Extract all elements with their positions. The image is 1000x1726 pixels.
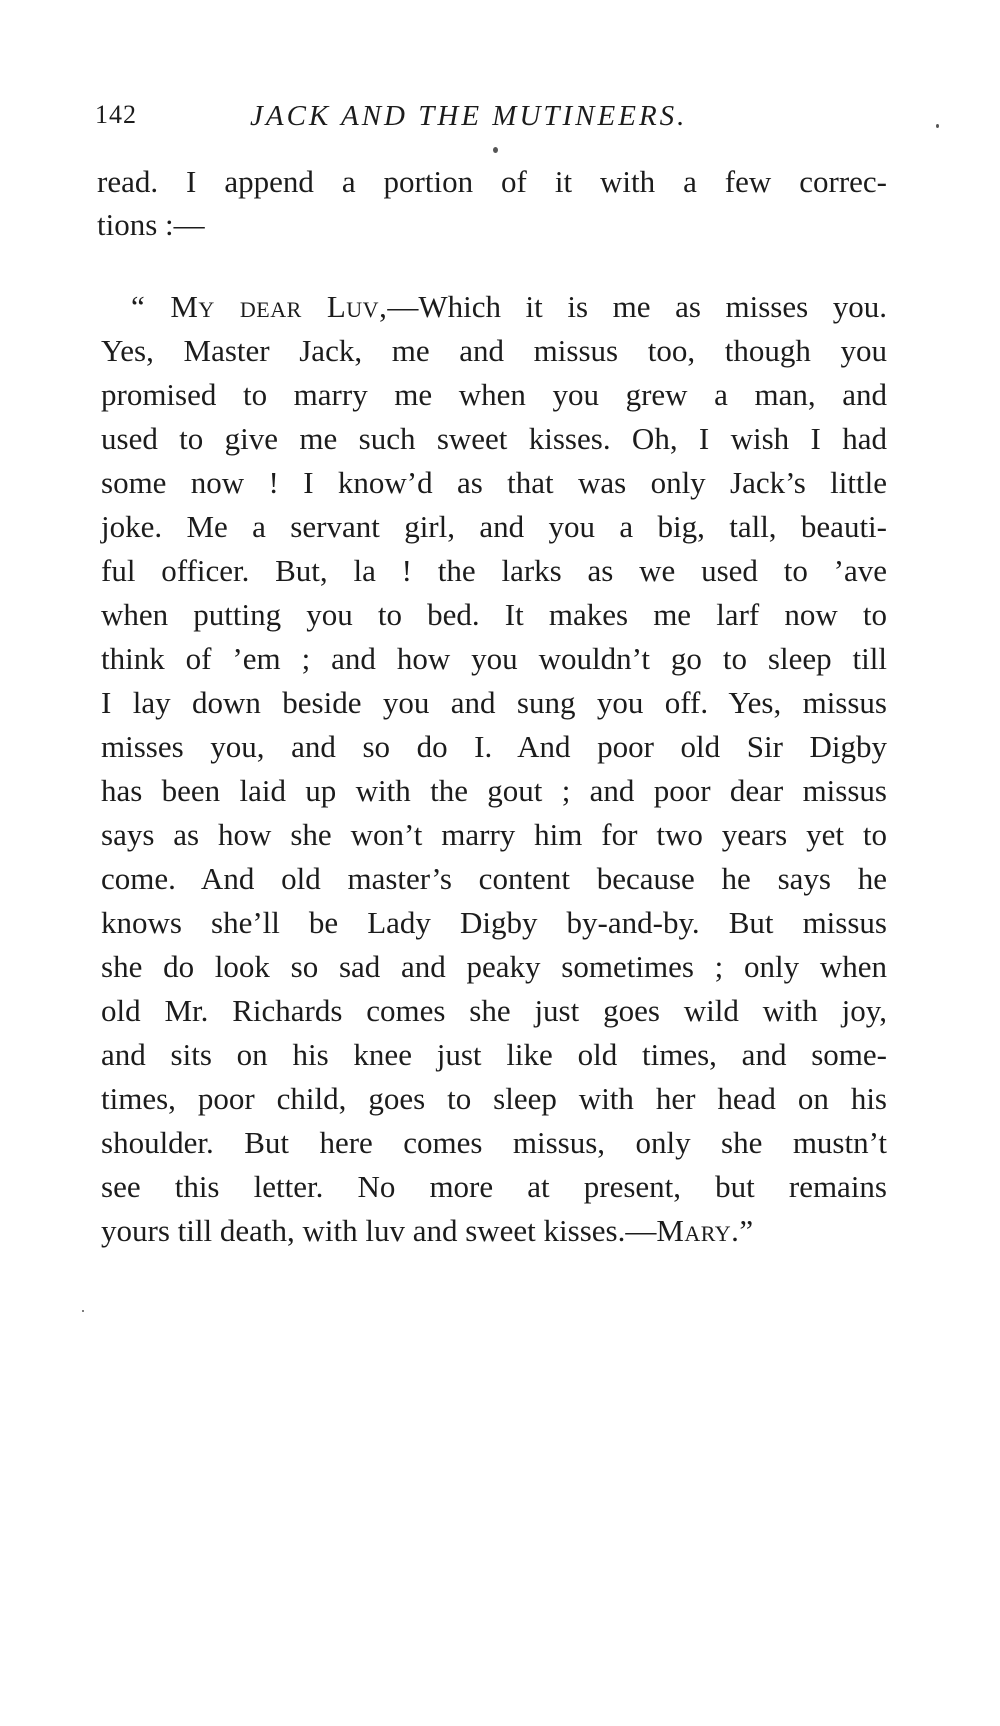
lead-paragraph [97,160,887,246]
letter-line: misses you, and so do I. And poor old Sir Digby [101,729,887,764]
letter-line: says as how she won’t marry him for two years yet to [101,817,887,852]
letter-line: think of ’em ; and how you wouldn’t go to sleep till [101,641,887,676]
letter-paragraph [101,285,887,1253]
letter-closing: yours till death, with luv and sweet kisses.— [101,1213,657,1248]
page-header [95,100,895,144]
letter-line: ful officer. But, la ! the larks as we used to ’ave [101,553,887,588]
letter-line [101,285,887,329]
scan-speck [82,1310,84,1312]
letter-line: used to give me such sweet kisses. Oh, I wish I had [101,421,887,456]
letter-line: old Mr. Richards comes she just goes wild with joy, [101,993,887,1028]
letter-line: when putting you to bed. It makes me larf now to [101,597,887,632]
running-title: JACK AND THE MUTINEERS. [250,100,688,132]
letter-line: she do look so sad and peaky sometimes ; only when [101,949,887,984]
letter-line-text: —Which it is me as misses you. [387,289,888,324]
letter-line: I lay down beside you and sung you off. Yes, missus [101,685,887,720]
letter-line: has been laid up with the gout ; and poor dear missus [101,773,887,808]
letter-line: and sits on his knee just like old times, and some- [101,1037,887,1072]
letter-line: some now ! I know’d as that was only Jack’s little [101,465,887,500]
scan-speck [936,124,939,128]
lead-line: tions :— [97,207,205,242]
letter-closing-line [101,1209,887,1253]
letter-line: Yes, Master Jack, me and missus too, though you [101,333,887,368]
letter-line: times, poor child, goes to sleep with her head on his [101,1081,887,1116]
scan-speck [493,147,498,153]
lead-line: read. I append a portion of it with a few correc- [97,164,887,199]
letter-line: see this letter. No more at present, but remains [101,1169,887,1204]
letter-line: knows she’ll be Lady Digby by-and-by. But missus [101,905,887,940]
letter-line: come. And old master’s content because he says he [101,861,887,896]
letter-signature: Mary.” [656,1213,754,1248]
letter-line: joke. Me a servant girl, and you a big, tall, beauti- [101,509,887,544]
letter-line: promised to marry me when you grew a man, and [101,377,887,412]
letter-salutation: “ My dear Luv, [131,289,388,324]
letter-line: shoulder. But here comes missus, only she mustn’t [101,1125,887,1160]
page-number: 142 [95,100,137,129]
